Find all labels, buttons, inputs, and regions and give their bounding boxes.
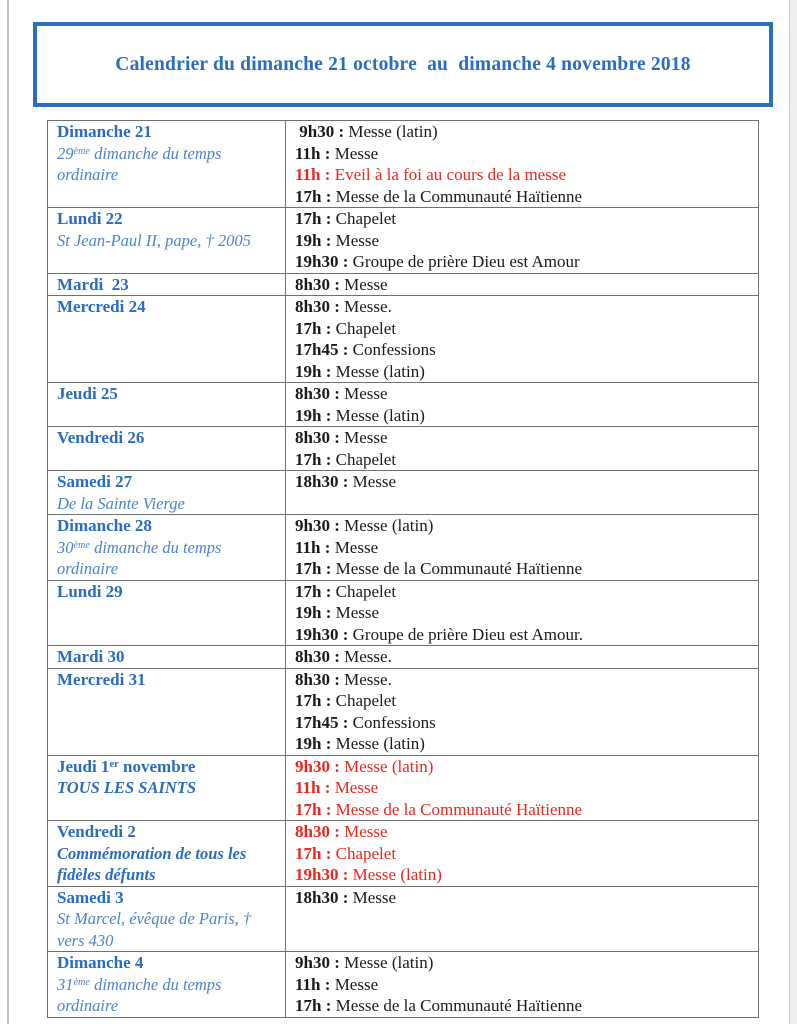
calendar-row bbox=[48, 580, 759, 646]
event-label: Messe (latin) bbox=[348, 122, 438, 141]
superscript-text: er bbox=[109, 758, 119, 770]
event-line bbox=[295, 712, 750, 734]
event-label: Messe bbox=[352, 887, 397, 907]
day-label bbox=[57, 515, 277, 537]
day-label bbox=[57, 887, 277, 909]
event-label: Messe (latin) bbox=[352, 865, 442, 884]
events-cell bbox=[286, 296, 759, 383]
day-label bbox=[57, 296, 277, 318]
event-label: Messe de la Communauté Haïtienne bbox=[335, 559, 583, 578]
text-segment: Lundi 29 bbox=[57, 581, 123, 601]
calendar-row bbox=[48, 427, 759, 471]
event-time: 19h30 : bbox=[295, 624, 353, 644]
event-line bbox=[295, 296, 750, 318]
event-line bbox=[295, 121, 750, 143]
day-cell bbox=[48, 273, 286, 296]
superscript-text: ème bbox=[73, 145, 90, 157]
event-time: 17h45 : bbox=[295, 712, 353, 732]
event-label: Messe bbox=[344, 822, 388, 841]
event-time: 8h30 : bbox=[295, 384, 345, 403]
text-segment: Jeudi 25 bbox=[57, 384, 118, 403]
event-label: Messe bbox=[344, 384, 388, 403]
day-cell bbox=[48, 471, 286, 515]
event-time: 8h30 : bbox=[295, 669, 345, 689]
text-segment: Jeudi 1 bbox=[57, 756, 110, 776]
text-segment: dimanche du temps ordinaire bbox=[57, 974, 222, 1015]
event-time: 19h30 : bbox=[295, 252, 353, 271]
event-time: 17h45 : bbox=[295, 340, 353, 359]
event-time: 17h : bbox=[295, 186, 336, 206]
event-line bbox=[295, 690, 750, 712]
day-label bbox=[57, 581, 277, 603]
calendar-row bbox=[48, 952, 759, 1018]
event-line bbox=[295, 624, 750, 646]
day-cell bbox=[48, 427, 286, 471]
calendar-row bbox=[48, 821, 759, 887]
event-time: 17h : bbox=[295, 799, 336, 819]
event-line bbox=[295, 339, 750, 361]
event-time: 19h : bbox=[295, 405, 336, 425]
page-edge-right-line bbox=[789, 0, 797, 1024]
day-subtitle bbox=[57, 974, 277, 1017]
event-line bbox=[295, 669, 750, 691]
event-label: Chapelet bbox=[335, 581, 397, 601]
calendar-row bbox=[48, 886, 759, 952]
event-label: Messe (latin) bbox=[335, 361, 425, 381]
event-label: Messe bbox=[334, 537, 379, 557]
event-time: 11h : bbox=[295, 165, 335, 184]
superscript-text: ème bbox=[73, 539, 90, 551]
text-segment: dimanche du temps ordinaire bbox=[57, 537, 222, 578]
event-time: 9h30 : bbox=[295, 122, 349, 141]
day-subtitle bbox=[57, 908, 277, 951]
event-line bbox=[295, 230, 750, 252]
event-label: Chapelet bbox=[335, 691, 397, 710]
text-segment: Mardi 30 bbox=[57, 647, 125, 666]
event-line bbox=[295, 756, 750, 778]
event-label: Groupe de prière Dieu est Amour. bbox=[352, 624, 584, 644]
event-time: 9h30 : bbox=[295, 953, 345, 972]
day-cell bbox=[48, 515, 286, 581]
event-label: Confessions bbox=[352, 712, 436, 732]
event-time: 9h30 : bbox=[295, 516, 345, 535]
event-line bbox=[295, 405, 750, 427]
text-segment: novembre bbox=[118, 756, 196, 776]
day-cell bbox=[48, 886, 286, 952]
calendar-row bbox=[48, 121, 759, 208]
day-subtitle bbox=[57, 777, 277, 799]
events-cell bbox=[286, 886, 759, 952]
events-cell bbox=[286, 515, 759, 581]
event-label: Messe bbox=[334, 778, 379, 797]
event-label: Messe. bbox=[344, 297, 392, 316]
calendar-row bbox=[48, 273, 759, 296]
text-segment: Dimanche 28 bbox=[57, 516, 152, 535]
event-label: Messe de la Communauté Haïtienne bbox=[335, 799, 583, 819]
day-label bbox=[57, 274, 277, 296]
event-label: Messe (latin) bbox=[344, 756, 434, 776]
event-label: Eveil à la foi au cours de la messe bbox=[334, 165, 566, 184]
event-line bbox=[295, 251, 750, 273]
day-cell bbox=[48, 668, 286, 755]
text-segment: Dimanche 21 bbox=[57, 122, 152, 141]
events-cell bbox=[286, 646, 759, 669]
event-time: 11h : bbox=[295, 974, 335, 994]
event-line bbox=[295, 515, 750, 537]
calendar-row bbox=[48, 755, 759, 821]
event-time: 19h30 : bbox=[295, 865, 353, 884]
text-segment: TOUS LES SAINTS bbox=[57, 778, 197, 797]
event-time: 11h : bbox=[295, 778, 335, 797]
event-time: 8h30 : bbox=[295, 822, 345, 841]
events-cell bbox=[286, 821, 759, 887]
event-line bbox=[295, 581, 750, 603]
event-line bbox=[295, 887, 750, 909]
day-cell bbox=[48, 755, 286, 821]
day-label bbox=[57, 427, 277, 449]
event-line bbox=[295, 646, 750, 668]
event-line bbox=[295, 974, 750, 996]
event-label: Chapelet bbox=[335, 843, 397, 863]
events-cell bbox=[286, 668, 759, 755]
event-label: Chapelet bbox=[335, 209, 397, 228]
day-label bbox=[57, 208, 277, 230]
calendar-row bbox=[48, 208, 759, 274]
event-time: 19h : bbox=[295, 734, 336, 753]
day-label bbox=[57, 121, 277, 143]
text-segment: Mardi 23 bbox=[57, 274, 129, 294]
events-cell bbox=[286, 121, 759, 208]
event-time: 17h : bbox=[295, 449, 336, 469]
text-segment: Samedi 3 bbox=[57, 887, 124, 907]
event-time: 18h30 : bbox=[295, 472, 353, 491]
calendar-row bbox=[48, 668, 759, 755]
event-line bbox=[295, 186, 750, 208]
page-edge-left-line bbox=[7, 0, 9, 1024]
day-label bbox=[57, 471, 277, 493]
event-label: Confessions bbox=[352, 340, 436, 359]
text-segment: Vendredi 26 bbox=[57, 428, 145, 447]
event-label: Chapelet bbox=[335, 449, 397, 469]
day-cell bbox=[48, 821, 286, 887]
day-cell bbox=[48, 383, 286, 427]
events-cell bbox=[286, 471, 759, 515]
event-label: Messe de la Communauté Haïtienne bbox=[335, 996, 583, 1015]
event-line bbox=[295, 952, 750, 974]
day-label bbox=[57, 383, 277, 405]
day-cell bbox=[48, 952, 286, 1018]
events-cell bbox=[286, 383, 759, 427]
events-cell bbox=[286, 952, 759, 1018]
event-time: 17h : bbox=[295, 209, 336, 228]
event-line bbox=[295, 208, 750, 230]
event-label: Messe de la Communauté Haïtienne bbox=[335, 186, 583, 206]
event-line bbox=[295, 361, 750, 383]
calendar-title-box bbox=[33, 22, 773, 107]
superscript-text: ème bbox=[73, 976, 90, 988]
event-label: Messe (latin) bbox=[335, 405, 425, 425]
text-segment: 29 bbox=[57, 143, 74, 163]
day-subtitle bbox=[57, 843, 277, 886]
event-line bbox=[295, 799, 750, 821]
event-line bbox=[295, 449, 750, 471]
event-line bbox=[295, 821, 750, 843]
event-time: 19h : bbox=[295, 361, 336, 381]
event-label: Messe (latin) bbox=[344, 516, 434, 535]
calendar-row bbox=[48, 515, 759, 581]
calendar-row bbox=[48, 646, 759, 669]
event-time: 8h30 : bbox=[295, 647, 345, 666]
text-segment: Dimanche 4 bbox=[57, 953, 144, 972]
text-segment: Vendredi 2 bbox=[57, 822, 136, 841]
day-label bbox=[57, 756, 277, 778]
event-time: 17h : bbox=[295, 843, 336, 863]
event-time: 17h : bbox=[295, 581, 336, 601]
events-cell bbox=[286, 755, 759, 821]
text-segment: 31 bbox=[57, 974, 74, 994]
events-cell bbox=[286, 273, 759, 296]
event-label: Messe (latin) bbox=[344, 953, 434, 972]
day-label bbox=[57, 821, 277, 843]
text-segment: dimanche du temps ordinaire bbox=[57, 143, 222, 184]
day-label bbox=[57, 669, 277, 691]
text-segment: St Marcel, évêque de Paris, † vers 430 bbox=[57, 909, 252, 950]
day-cell bbox=[48, 646, 286, 669]
event-line bbox=[295, 537, 750, 559]
event-label: Messe. bbox=[344, 647, 392, 666]
text-segment: Samedi 27 bbox=[57, 472, 133, 491]
event-label: Messe bbox=[334, 143, 379, 163]
event-line bbox=[295, 995, 750, 1017]
event-time: 19h : bbox=[295, 603, 336, 622]
event-label: Messe bbox=[344, 428, 388, 447]
day-subtitle bbox=[57, 230, 277, 252]
event-label: Messe bbox=[334, 974, 379, 994]
event-line bbox=[295, 143, 750, 165]
event-label: Messe bbox=[335, 230, 380, 250]
calendar-row bbox=[48, 383, 759, 427]
calendar-row bbox=[48, 471, 759, 515]
event-line bbox=[295, 164, 750, 186]
event-label: Messe bbox=[335, 603, 380, 622]
event-time: 17h : bbox=[295, 559, 336, 578]
event-label: Groupe de prière Dieu est Amour bbox=[352, 252, 580, 271]
events-cell bbox=[286, 208, 759, 274]
text-segment: De la Sainte Vierge bbox=[57, 493, 185, 513]
event-time: 19h : bbox=[295, 230, 336, 250]
day-cell bbox=[48, 296, 286, 383]
event-time: 17h : bbox=[295, 318, 336, 338]
event-time: 8h30 : bbox=[295, 297, 345, 316]
day-cell bbox=[48, 208, 286, 274]
event-line bbox=[295, 777, 750, 799]
calendar-table-body bbox=[48, 121, 759, 1018]
day-label bbox=[57, 646, 277, 668]
event-line bbox=[295, 274, 750, 296]
event-time: 11h : bbox=[295, 537, 335, 557]
day-label bbox=[57, 952, 277, 974]
text-segment: Mercredi 31 bbox=[57, 669, 146, 689]
event-line bbox=[295, 318, 750, 340]
day-subtitle bbox=[57, 143, 277, 186]
event-line bbox=[295, 383, 750, 405]
event-line bbox=[295, 843, 750, 865]
event-line bbox=[295, 427, 750, 449]
event-time: 8h30 : bbox=[295, 428, 345, 447]
event-line bbox=[295, 864, 750, 886]
event-line bbox=[295, 733, 750, 755]
day-subtitle bbox=[57, 537, 277, 580]
event-label: Messe (latin) bbox=[335, 734, 425, 753]
text-segment: 30 bbox=[57, 537, 74, 557]
event-time: 9h30 : bbox=[295, 756, 345, 776]
calendar-table bbox=[47, 120, 759, 1018]
day-subtitle bbox=[57, 493, 277, 515]
events-cell bbox=[286, 427, 759, 471]
calendar-row bbox=[48, 296, 759, 383]
text-segment: Mercredi 24 bbox=[57, 297, 146, 316]
text-segment: Commémoration de tous les fidèles défunts bbox=[57, 843, 247, 884]
events-cell bbox=[286, 580, 759, 646]
text-segment: St Jean-Paul II, pape, † 2005 bbox=[57, 230, 251, 250]
day-cell bbox=[48, 580, 286, 646]
event-time: 18h30 : bbox=[295, 887, 353, 907]
day-cell bbox=[48, 121, 286, 208]
event-label: Messe bbox=[352, 472, 397, 491]
event-line bbox=[295, 558, 750, 580]
event-label: Messe. bbox=[344, 669, 392, 689]
text-segment: Lundi 22 bbox=[57, 209, 123, 228]
calendar-title: Calendrier du dimanche 21 octobre au dimanche 4 novembre 2018 bbox=[115, 53, 691, 75]
event-label: Messe bbox=[344, 274, 388, 294]
event-line bbox=[295, 602, 750, 624]
event-time: 11h : bbox=[295, 143, 335, 163]
event-label: Chapelet bbox=[335, 318, 397, 338]
event-time: 8h30 : bbox=[295, 274, 345, 294]
event-time: 17h : bbox=[295, 691, 336, 710]
event-line bbox=[295, 471, 750, 493]
event-time: 17h : bbox=[295, 996, 336, 1015]
